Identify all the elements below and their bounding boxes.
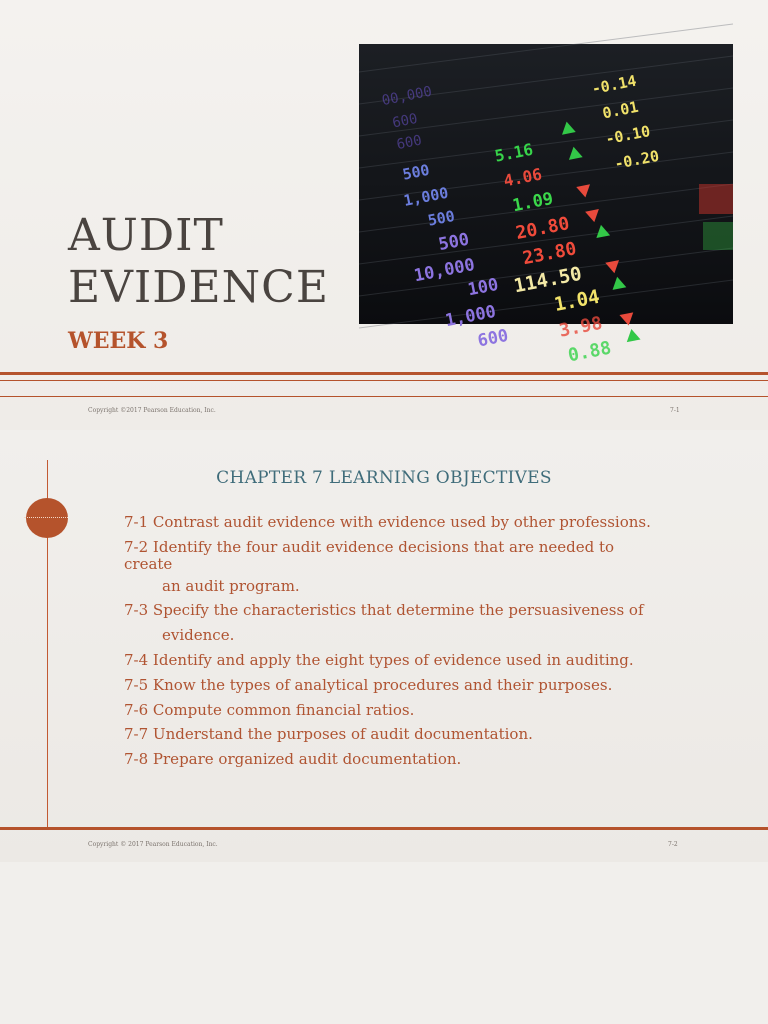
ticker-left-value: 1,000 [443,301,498,332]
list-item: 7-8 Prepare organized audit documentation. [124,750,462,769]
svg-text:600: 600 [395,132,424,154]
slide-2 [0,430,768,862]
list-item: an audit program. [162,576,300,595]
ticker-mid-value: 4.06 [501,164,544,191]
ticker-right-value: -0.14 [590,71,638,99]
list-item: 7-3 Specify the characteristics that determine the persuasiveness of [124,601,644,620]
decorative-dotted-line [24,517,68,518]
slide-subtitle: WEEK 3 [68,328,169,354]
copyright-text: Copyright ©2017 Pearson Education, Inc. [88,407,216,414]
list-item: evidence. [162,626,235,645]
section-heading: CHAPTER 7 LEARNING OBJECTIVES [216,468,552,488]
copyright-text: Copyright © 2017 Pearson Education, Inc. [88,841,218,848]
divider-thin [0,396,768,397]
divider-thick [0,372,768,375]
svg-text:600: 600 [391,110,419,132]
ticker-left-value: 100 [466,274,501,301]
ticker-right-value: -0.20 [612,146,661,174]
ticker-mid-value: 3.98 [557,312,605,342]
ticker-right-value: 0.01 [601,97,640,123]
ticker-mid-value: 1.04 [552,285,602,317]
page-number: 7-1 [670,407,680,414]
stock-ticker-photo [359,44,733,367]
list-item: 7-1 Contrast audit evidence with evidence used by other professions. [124,513,651,531]
slide-title: AUDIT EVIDENCE [68,210,329,313]
list-item: 7-5 Know the types of analytical procedures and their purposes. [124,675,613,694]
ticker-mid-value: 20.80 [514,213,572,245]
slide-3 [0,862,768,1024]
list-item: 7-6 Compute common financial ratios. [124,700,415,719]
ticker-mid-value: 5.16 [493,139,535,166]
divider-thin [0,380,768,381]
list-item: 7-7 Understand the purposes of audit documentation. [124,725,533,744]
svg-text:00,000: 00,000 [380,83,434,110]
ticker-left-value: 500 [426,206,457,230]
ticker-left-value: 500 [401,160,432,184]
divider-thick [0,827,768,830]
ticker-right-value: -0.10 [604,121,652,149]
ticker-left-value: 1,000 [402,183,450,210]
ticker-left-value: 10,000 [412,254,477,287]
ticker-mid-value: 114.50 [512,262,584,298]
slide-1 [0,0,768,430]
list-item: 7-2 Identify the four audit evidence decisions that are needed to [124,537,615,556]
ticker-left-value: 500 [436,229,471,256]
list-item: create [124,554,173,573]
ticker-mid-value: 1.09 [510,188,555,217]
list-item: 7-4 Identify and apply the eight types of evidence used in auditing. [124,650,634,669]
ticker-mid-value: 0.88 [566,337,613,367]
learning-objectives-list [124,510,724,772]
ticker-left-value: 600 [476,325,511,352]
ticker-mid-value: 23.80 [520,238,579,270]
page-number: 7-2 [668,841,678,848]
decorative-circle [26,498,68,538]
